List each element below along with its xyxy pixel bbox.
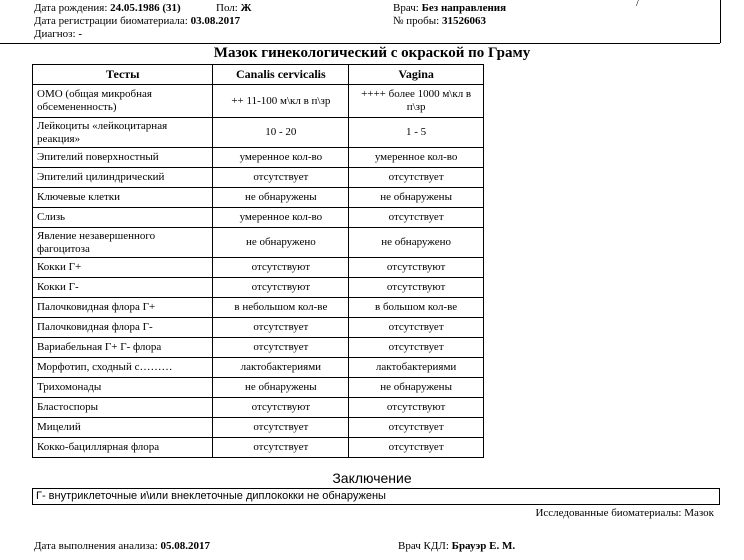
doctor-label: Врач: xyxy=(393,2,419,14)
cervicalis-cell: лактобактериями xyxy=(213,358,349,378)
table-row xyxy=(33,188,484,208)
biomaterial-label: Исследованные биоматериалы: xyxy=(535,507,682,519)
cervicalis-cell: в небольшом кол-ве xyxy=(213,298,349,318)
cervicalis-cell: отсутствует xyxy=(213,418,349,438)
table-row xyxy=(33,318,484,338)
vagina-cell: не обнаружены xyxy=(349,378,484,398)
table-header-row xyxy=(33,65,484,85)
table-row xyxy=(33,208,484,228)
corner-mark: / xyxy=(636,0,640,9)
test-name-cell: Мицелий xyxy=(33,418,213,438)
doctor-line xyxy=(393,2,506,15)
sex-label: Пол: xyxy=(216,2,238,14)
vagina-cell: отсутствует xyxy=(349,208,484,228)
table-row xyxy=(33,258,484,278)
test-name-cell: Ключевые клетки xyxy=(33,188,213,208)
diag-label: Диагноз: xyxy=(34,28,76,40)
vagina-cell: отсутствует xyxy=(349,338,484,358)
cervicalis-cell: умеренное кол-во xyxy=(213,208,349,228)
results-table xyxy=(32,64,484,458)
analysis-date-value: 05.08.2017 xyxy=(160,540,210,552)
vagina-cell: отсутствует xyxy=(349,168,484,188)
cervicalis-cell: умеренное кол-во xyxy=(213,148,349,168)
table-row xyxy=(33,118,484,148)
lab-doctor-line xyxy=(398,540,515,553)
cervicalis-cell: не обнаружено xyxy=(213,228,349,258)
test-name-cell: Палочковидная флора Г+ xyxy=(33,298,213,318)
sample-line xyxy=(393,15,486,28)
test-name-cell: Палочковидная флора Г- xyxy=(33,318,213,338)
table-row xyxy=(33,168,484,188)
test-name-cell: Лейкоциты «лейкоцитарная реакция» xyxy=(33,118,213,148)
cervicalis-cell: ++ 11-100 м\кл в п\зр xyxy=(213,85,349,118)
cervicalis-cell: отсутствует xyxy=(213,338,349,358)
test-name-cell: Трихомонады xyxy=(33,378,213,398)
test-name-cell: Кокки Г+ xyxy=(33,258,213,278)
table-row xyxy=(33,148,484,168)
cervicalis-cell: 10 - 20 xyxy=(213,118,349,148)
test-name-cell: Слизь xyxy=(33,208,213,228)
vagina-cell: отсутствуют xyxy=(349,278,484,298)
table-row xyxy=(33,418,484,438)
analysis-date-line xyxy=(34,540,210,553)
table-row xyxy=(33,378,484,398)
vagina-cell: отсутствует xyxy=(349,438,484,458)
test-name-cell: Эпителий поверхностный xyxy=(33,148,213,168)
vagina-cell: отсутствуют xyxy=(349,398,484,418)
diag-value: - xyxy=(78,28,82,40)
vagina-cell: не обнаружены xyxy=(349,188,484,208)
vagina-cell: отсутствуют xyxy=(349,258,484,278)
conclusion-text: Г- внутриклеточные и\или внеклеточные диплококки не обнаружены xyxy=(32,488,720,505)
test-name-cell: Явление незавершенного фагоцитоза xyxy=(33,228,213,258)
cervicalis-cell: отсутствуют xyxy=(213,258,349,278)
diag-line xyxy=(34,28,82,41)
right-border xyxy=(720,0,721,43)
column-header: Vagina xyxy=(349,65,484,85)
cervicalis-cell: отсутствует xyxy=(213,318,349,338)
conclusion-heading: Заключение xyxy=(332,470,412,486)
vagina-cell: ++++ более 1000 м\кл в п\зр xyxy=(349,85,484,118)
test-name-cell: Кокки Г- xyxy=(33,278,213,298)
table-row xyxy=(33,298,484,318)
vagina-cell: умеренное кол-во xyxy=(349,148,484,168)
cervicalis-cell: отсутствует xyxy=(213,168,349,188)
table-row xyxy=(33,278,484,298)
table-row xyxy=(33,398,484,418)
table-row xyxy=(33,228,484,258)
table-row xyxy=(33,438,484,458)
column-header: Тесты xyxy=(33,65,213,85)
sex-value: Ж xyxy=(240,2,252,14)
cervicalis-cell: не обнаружены xyxy=(213,188,349,208)
reg-line xyxy=(34,15,240,28)
test-name-cell: Эпителий цилиндрический xyxy=(33,168,213,188)
vagina-cell: в большом кол-ве xyxy=(349,298,484,318)
table-row xyxy=(33,338,484,358)
sample-value: 31526063 xyxy=(441,15,486,27)
dob-line xyxy=(34,2,181,15)
cervicalis-cell: отсутствуют xyxy=(213,278,349,298)
lab-doctor-value: Брауэр Е. М. xyxy=(451,540,516,552)
vagina-cell: не обнаружено xyxy=(349,228,484,258)
test-name-cell: Кокко-бациллярная флора xyxy=(33,438,213,458)
vagina-cell: отсутствует xyxy=(349,418,484,438)
report-title: Мазок гинекологический с окраской по Граму xyxy=(213,45,531,61)
table-row xyxy=(33,85,484,118)
vagina-cell: отсутствует xyxy=(349,318,484,338)
analysis-date-label: Дата выполнения анализа: xyxy=(34,540,158,552)
doctor-value: Без направления xyxy=(421,2,507,14)
cervicalis-cell: не обнаружены xyxy=(213,378,349,398)
biomaterial-value: Мазок xyxy=(684,507,714,519)
cervicalis-cell: отсутствуют xyxy=(213,398,349,418)
test-name-cell: ОМО (общая микробная обсемененность) xyxy=(33,85,213,118)
reg-label: Дата регистрации биоматериала: xyxy=(34,15,188,27)
reg-value: 03.08.2017 xyxy=(190,15,241,27)
test-name-cell: Морфотип, сходный с……… xyxy=(33,358,213,378)
table-row xyxy=(33,358,484,378)
dob-label: Дата рождения: xyxy=(34,2,108,14)
vagina-cell: лактобактериями xyxy=(349,358,484,378)
sample-label: № пробы: xyxy=(393,15,440,27)
column-header: Canalis cervicalis xyxy=(213,65,349,85)
biomaterial-line xyxy=(535,507,714,520)
dob-value: 24.05.1986 (31) xyxy=(110,2,181,14)
test-name-cell: Вариабельная Г+ Г- флора xyxy=(33,338,213,358)
sex-line xyxy=(216,2,252,15)
lab-doctor-label: Врач КДЛ: xyxy=(398,540,449,552)
vagina-cell: 1 - 5 xyxy=(349,118,484,148)
test-name-cell: Бластоспоры xyxy=(33,398,213,418)
cervicalis-cell: отсутствует xyxy=(213,438,349,458)
